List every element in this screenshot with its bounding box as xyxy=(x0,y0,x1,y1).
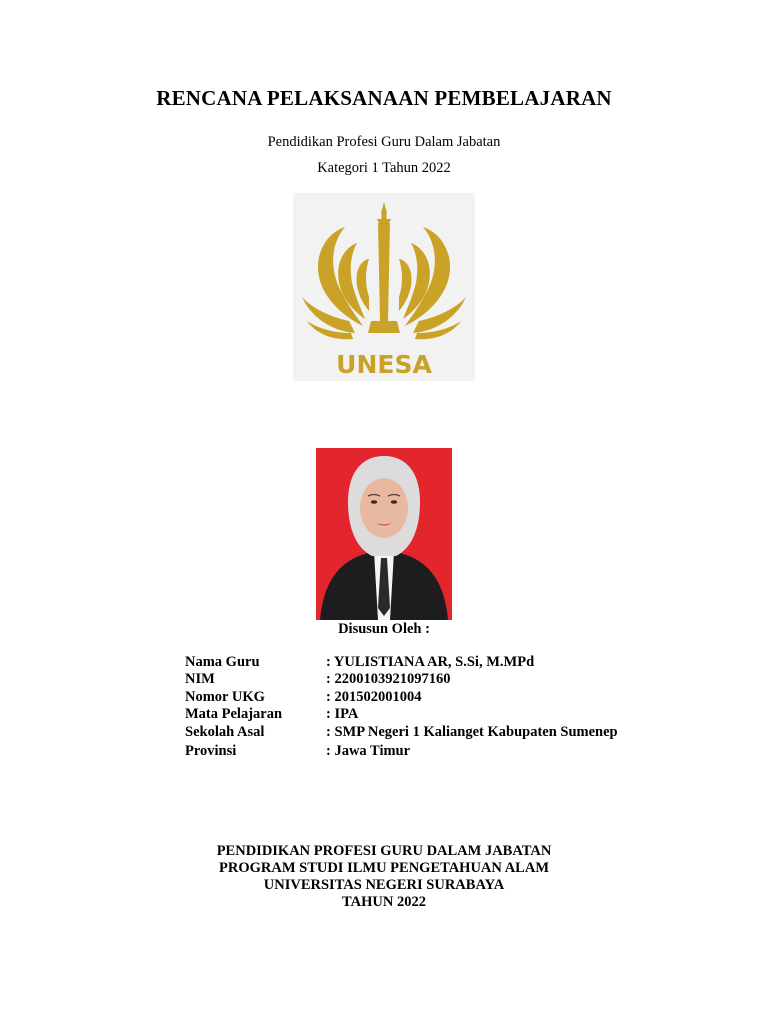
info-value: : IPA xyxy=(326,706,359,722)
info-row-ukg xyxy=(185,688,618,706)
info-row-nim xyxy=(185,671,618,688)
info-value: : 2200103921097160 xyxy=(326,671,451,687)
unesa-logo xyxy=(293,193,475,381)
footer-line-university: UNIVERSITAS NEGERI SURABAYA xyxy=(263,877,505,893)
info-row-subject xyxy=(185,706,618,723)
teacher-photo xyxy=(316,448,452,620)
info-label: Nama Guru xyxy=(185,654,260,670)
info-label: Mata Pelajaran xyxy=(185,706,283,722)
unesa-logo-emblem xyxy=(293,193,475,381)
author-info xyxy=(185,654,618,761)
info-value: : SMP Negeri 1 Kalianget Kabupaten Sumenep xyxy=(326,724,618,740)
subtitle-program: Pendidikan Profesi Guru Dalam Jabatan xyxy=(267,134,501,150)
info-value: : 201502001004 xyxy=(326,689,422,705)
subtitle-category: Kategori 1 Tahun 2022 xyxy=(317,160,451,176)
footer-line-year: TAHUN 2022 xyxy=(342,894,426,910)
info-label: Nomor UKG xyxy=(185,689,265,705)
info-row-province xyxy=(185,742,618,761)
portrait-image xyxy=(316,448,452,620)
info-row-school xyxy=(185,723,618,742)
document-title: RENCANA PELAKSANAAN PEMBELAJARAN xyxy=(156,86,612,110)
footer-line-study-program: PROGRAM STUDI ILMU PENGETAHUAN ALAM xyxy=(218,860,550,876)
logo-wordmark: UNESA xyxy=(336,350,432,379)
info-label: NIM xyxy=(185,671,215,687)
info-value: : Jawa Timur xyxy=(326,743,411,759)
byline: Disusun Oleh : xyxy=(338,621,430,637)
info-row-name xyxy=(185,654,618,671)
institution-footer xyxy=(0,843,768,911)
footer-line-program: PENDIDIKAN PROFESI GURU DALAM JABATAN xyxy=(216,843,552,859)
info-label: Provinsi xyxy=(185,743,237,759)
info-value: : YULISTIANA AR, S.Si, M.MPd xyxy=(326,654,535,670)
info-label: Sekolah Asal xyxy=(185,724,265,740)
